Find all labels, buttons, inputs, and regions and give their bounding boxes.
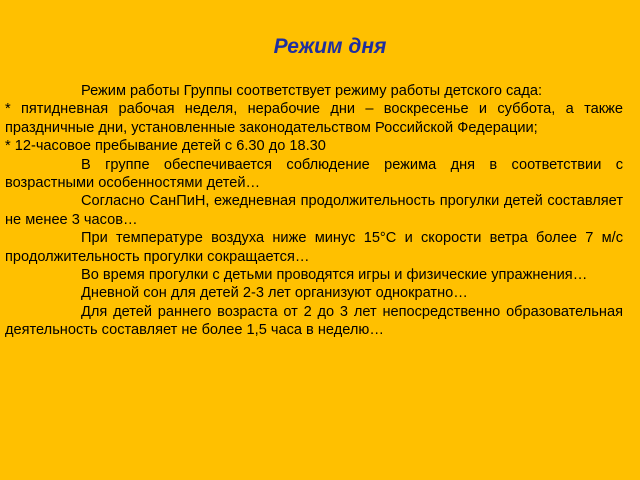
paragraph-temperature-walk: При температуре воздуха ниже минус 15°С и скорости ветра более 7 м/с продолжительность прогулки сокращается… <box>5 230 623 265</box>
slide-title: Режим дня <box>273 35 387 58</box>
paragraph-regime-intro: Режим работы Группы соответствует режиму работы детского сада: <box>81 83 543 99</box>
slide-body <box>5 82 623 340</box>
paragraph-five-day-week: * пятидневная рабочая неделя, нерабочие дни – воскресенье и суббота, а также праздничные дни, установленные законодательством Российской Федерации; <box>5 101 623 136</box>
paragraph-walk-games: Во время прогулки с детьми проводятся игры и физические упражнения… <box>81 267 588 284</box>
paragraph-sanpin-walk: Согласно СанПиН, ежедневная продолжительность прогулки детей составляет не менее 3 часов… <box>5 193 623 228</box>
paragraph-daytime-sleep: Дневной сон для детей 2-3 лет организуют однократно… <box>81 285 468 302</box>
paragraph-daily-regime: В группе обеспечивается соблюдение режима дня в соответствии с возрастными особенностями детей… <box>5 156 623 192</box>
paragraph-educational-activity: Для детей раннего возраста от 2 до 3 лет непосредственно образовательная деятельность составляет не более 1,5 часа в неделю… <box>5 303 623 339</box>
paragraph-12-hour-stay: * 12-часовое пребывание детей с 6.30 до 18.30 <box>5 138 326 155</box>
